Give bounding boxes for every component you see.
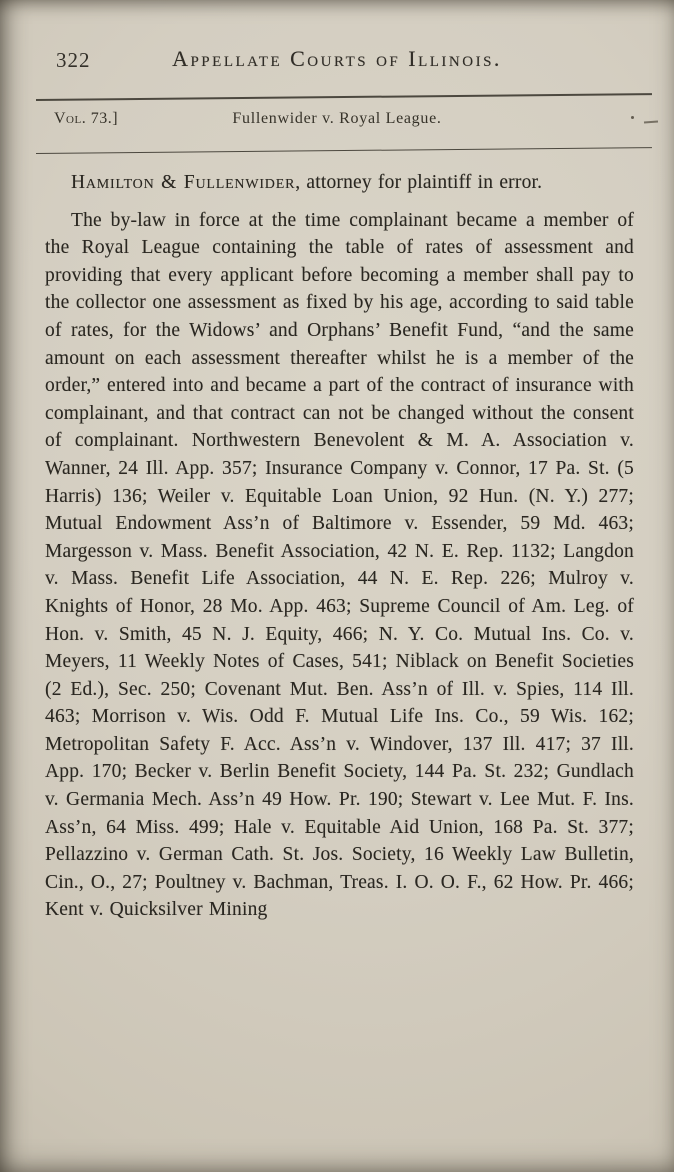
body-paragraph: The by-law in force at the time complainant became a member of the Royal League containing the table of rates of assessment and providing that every applicant before becoming a member shall pay to the collector one assessment as fixed by his age, according to said table of rates, for the Widows’ and Orphans’ Benefit Fund, “and the same amount on each assessment thereafter whilst he is a member of the order,” entered into and became a part of the contract of insurance with complainant, and that contract can not be changed without the consent of complainant. Northwestern Benevolent & M. A. Association v. Wanner, 24 Ill. App. 357; Insurance Company v. Connor, 17 Pa. St. (5 Harris) 136; Weiler v. Equitable Loan Union, 92 Hun. (N. Y.) 277; Mutual Endowment Ass’n of Baltimore v. Essender, 59 Md. 463; Margesson v. Mass. Benefit Association, 42 N. E. Rep. 1132; Langdon v. Mass. Benefit Life Association, 44 N. E. Rep. 226; Mulroy v. Knights of Honor, 28 Mo. App. 463; Supreme Council of Am. Leg. of Hon. v. Smith, 45 N. J. Equity, 466; N. Y. Co. Mutual Ins. Co. v. Meyers, 11 Weekly Notes of Cases, 541; Niblack on Benefit Societies (2 Ed.), Sec. 250; Covenant Mut. Ben. Ass’n of Ill. v. Spies, 114 Ill. 463; Morrison v. Wis. Odd F. Mutual Life Ins. Co., 59 Wis. 162; Metropolitan Safety F. Acc. Ass’n v. Windover, 137 Ill. 417; 37 Ill. App. 170; Becker v. Berlin Benefit Society, 144 Pa. St. 232; Gundlach v. Germania Mech. Ass’n 49 How. Pr. 190; Stewart v. Lee Mut. F. Ins. Ass’n, 64 Miss. 499; Hale v. Equitable Aid Union, 168 Pa. St. 377; Pellazzino v. German Cath. St. Jos. Society, 16 Weekly Law Bulletin, Cin., O., 27; Poultney v. Bachman, Treas. I. O. O. F., 62 How. Pr. 466; Kent v. Quicksilver Mining xyxy=(45,209,634,921)
header-rule xyxy=(36,93,652,101)
case-rule xyxy=(36,147,652,154)
attorney-attribution xyxy=(45,169,634,197)
attorney-names: Hamilton & Fullenwider xyxy=(71,172,296,193)
volume-label: Vol. 73.] xyxy=(54,110,119,127)
scan-artifact-dot xyxy=(631,116,634,119)
running-head xyxy=(0,46,674,72)
case-header xyxy=(0,110,674,128)
attorney-role: , attorney for plaintiff in error. xyxy=(295,172,543,193)
case-title: Fullenwider v. Royal League. xyxy=(232,110,442,127)
page-number: 322 xyxy=(56,48,91,72)
page-body xyxy=(45,169,634,924)
running-title: Appellate Courts of Illinois. xyxy=(172,46,502,71)
